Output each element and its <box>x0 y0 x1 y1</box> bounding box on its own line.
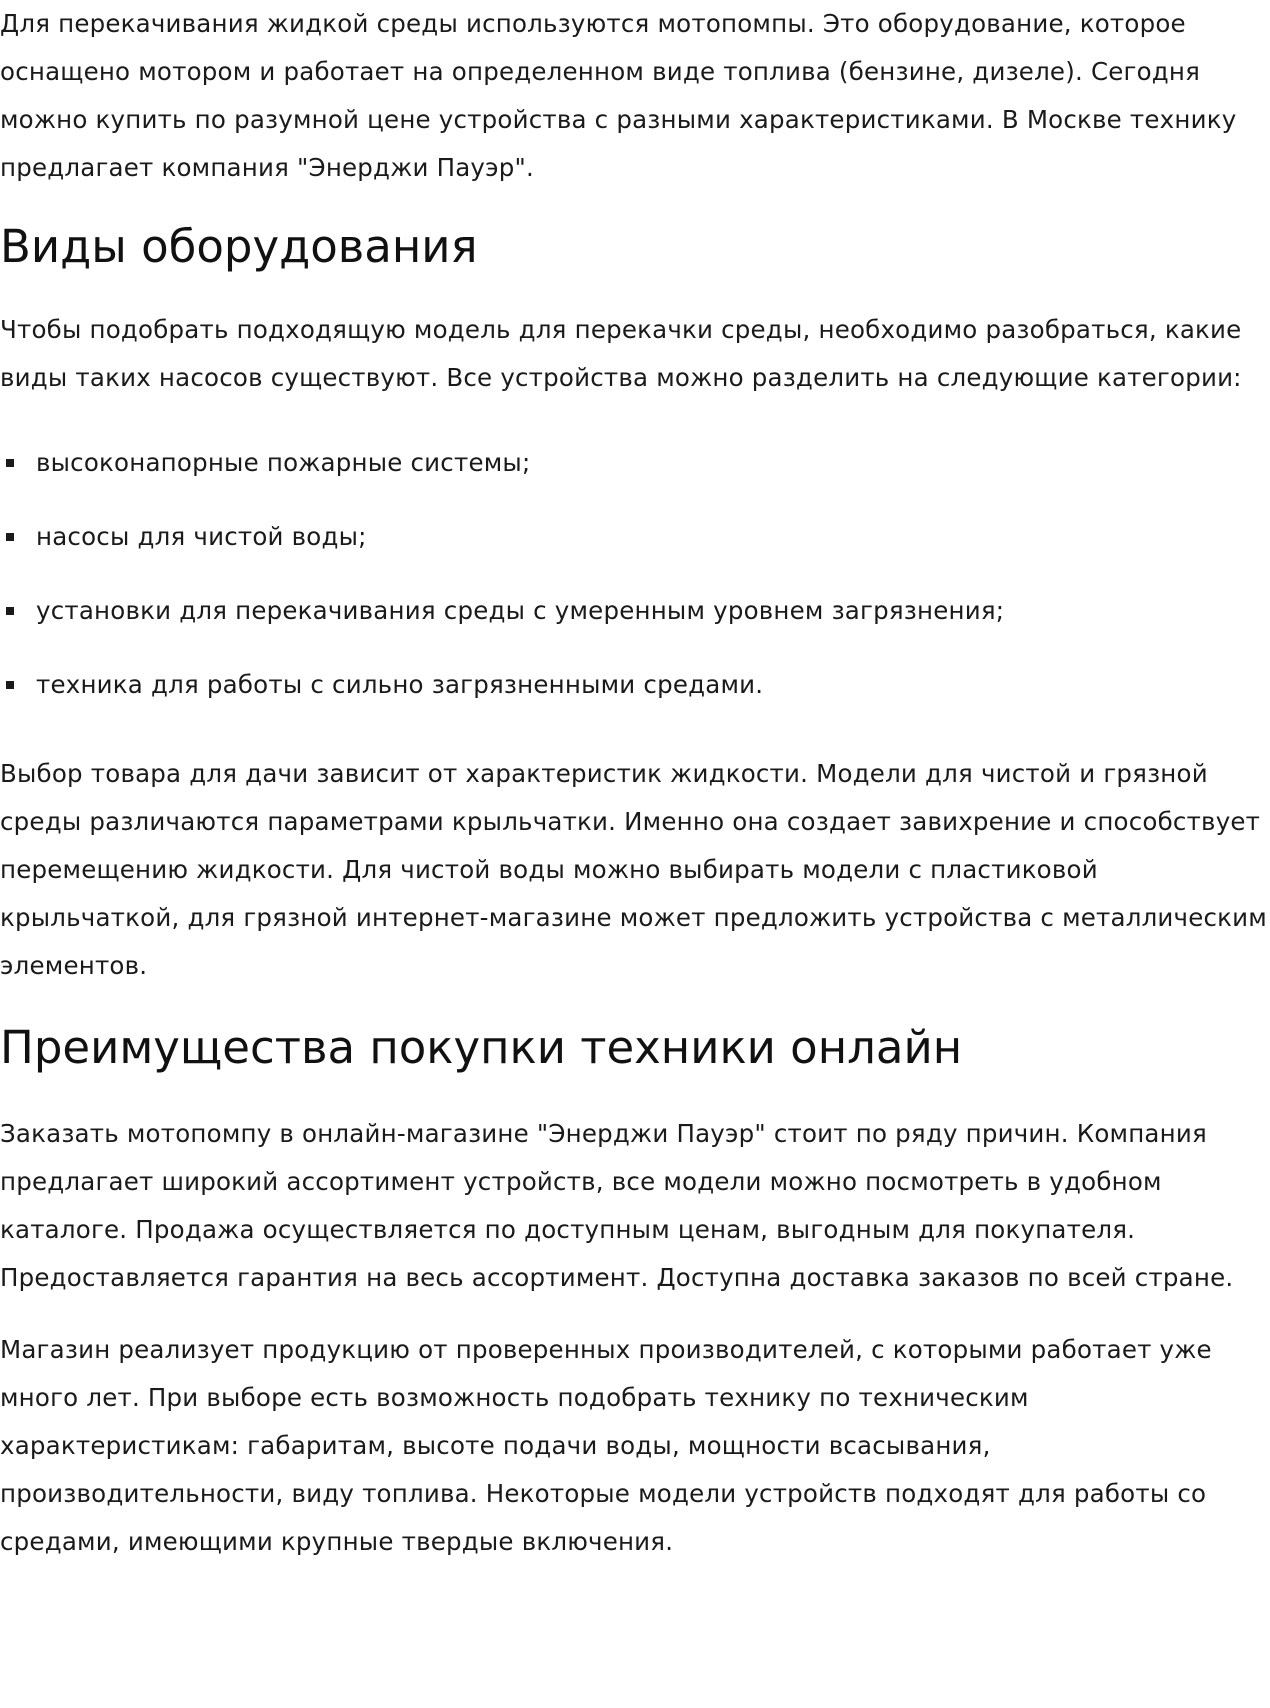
list-item <box>0 661 1270 735</box>
benefits-paragraph-order: Заказать мотопомпу в онлайн-магазине "Энерджи Пауэр" стоит по ряду причин. Компания предлагает широкий ассортимент устройств, все модели можно посмотреть в удобном каталоге. Продажа осуществляется по доступным ценам, выгодным для покупателя. Предоставляется гарантия на весь ассортимент. Доступна доставка заказов по всей стране. <box>0 1119 1234 1292</box>
square-bullet-icon <box>6 607 14 615</box>
selection-paragraph: Выбор товара для дачи зависит от характеристик жидкости. Модели для чистой и грязной среды различаются параметрами крыльчатки. Именно она создает завихрение и способствует перемещению жидкости. Для чистой воды можно выбирать модели с пластиковой крыльчаткой, для грязной интернет-магазине может предложить устройства с металлическим элементов. <box>0 759 1267 980</box>
square-bullet-icon <box>6 459 14 467</box>
equipment-types-list <box>0 439 1270 735</box>
benefits-paragraph-store: Магазин реализует продукцию от проверенных производителей, с которыми работает уже много лет. При выборе есть возможность подобрать технику по техническим характеристикам: габаритам, высоте подачи воды, мощности всасывания, производительности, виду топлива. Некоторые модели устройств подходят для работы со средами, имеющими крупные твердые включения. <box>0 1335 1212 1556</box>
list-item-text: установки для перекачивания среды с умеренным уровнем загрязнения; <box>36 596 1005 625</box>
square-bullet-icon <box>6 681 14 689</box>
list-item <box>0 513 1270 587</box>
list-item <box>0 587 1270 661</box>
section-heading-types: Виды оборудования <box>0 220 478 273</box>
section-heading-benefits: Преимущества покупки техники онлайн <box>0 1021 963 1074</box>
list-item-text: насосы для чистой воды; <box>36 522 367 551</box>
list-item-text: высоконапорные пожарные системы; <box>36 448 531 477</box>
list-item-text: техника для работы с сильно загрязненными средами. <box>36 670 764 699</box>
types-paragraph: Чтобы подобрать подходящую модель для перекачки среды, необходимо разобраться, какие виды таких насосов существуют. Все устройства можно разделить на следующие категории: <box>0 315 1242 392</box>
list-item <box>0 439 1270 513</box>
intro-paragraph: Для перекачивания жидкой среды используются мотопомпы. Это оборудование, которое оснащено мотором и работает на определенном виде топлива (бензине, дизеле). Сегодня можно купить по разумной цене устройства с разными характеристиками. В Москве технику предлагает компания "Энерджи Пауэр". <box>0 9 1237 182</box>
square-bullet-icon <box>6 533 14 541</box>
